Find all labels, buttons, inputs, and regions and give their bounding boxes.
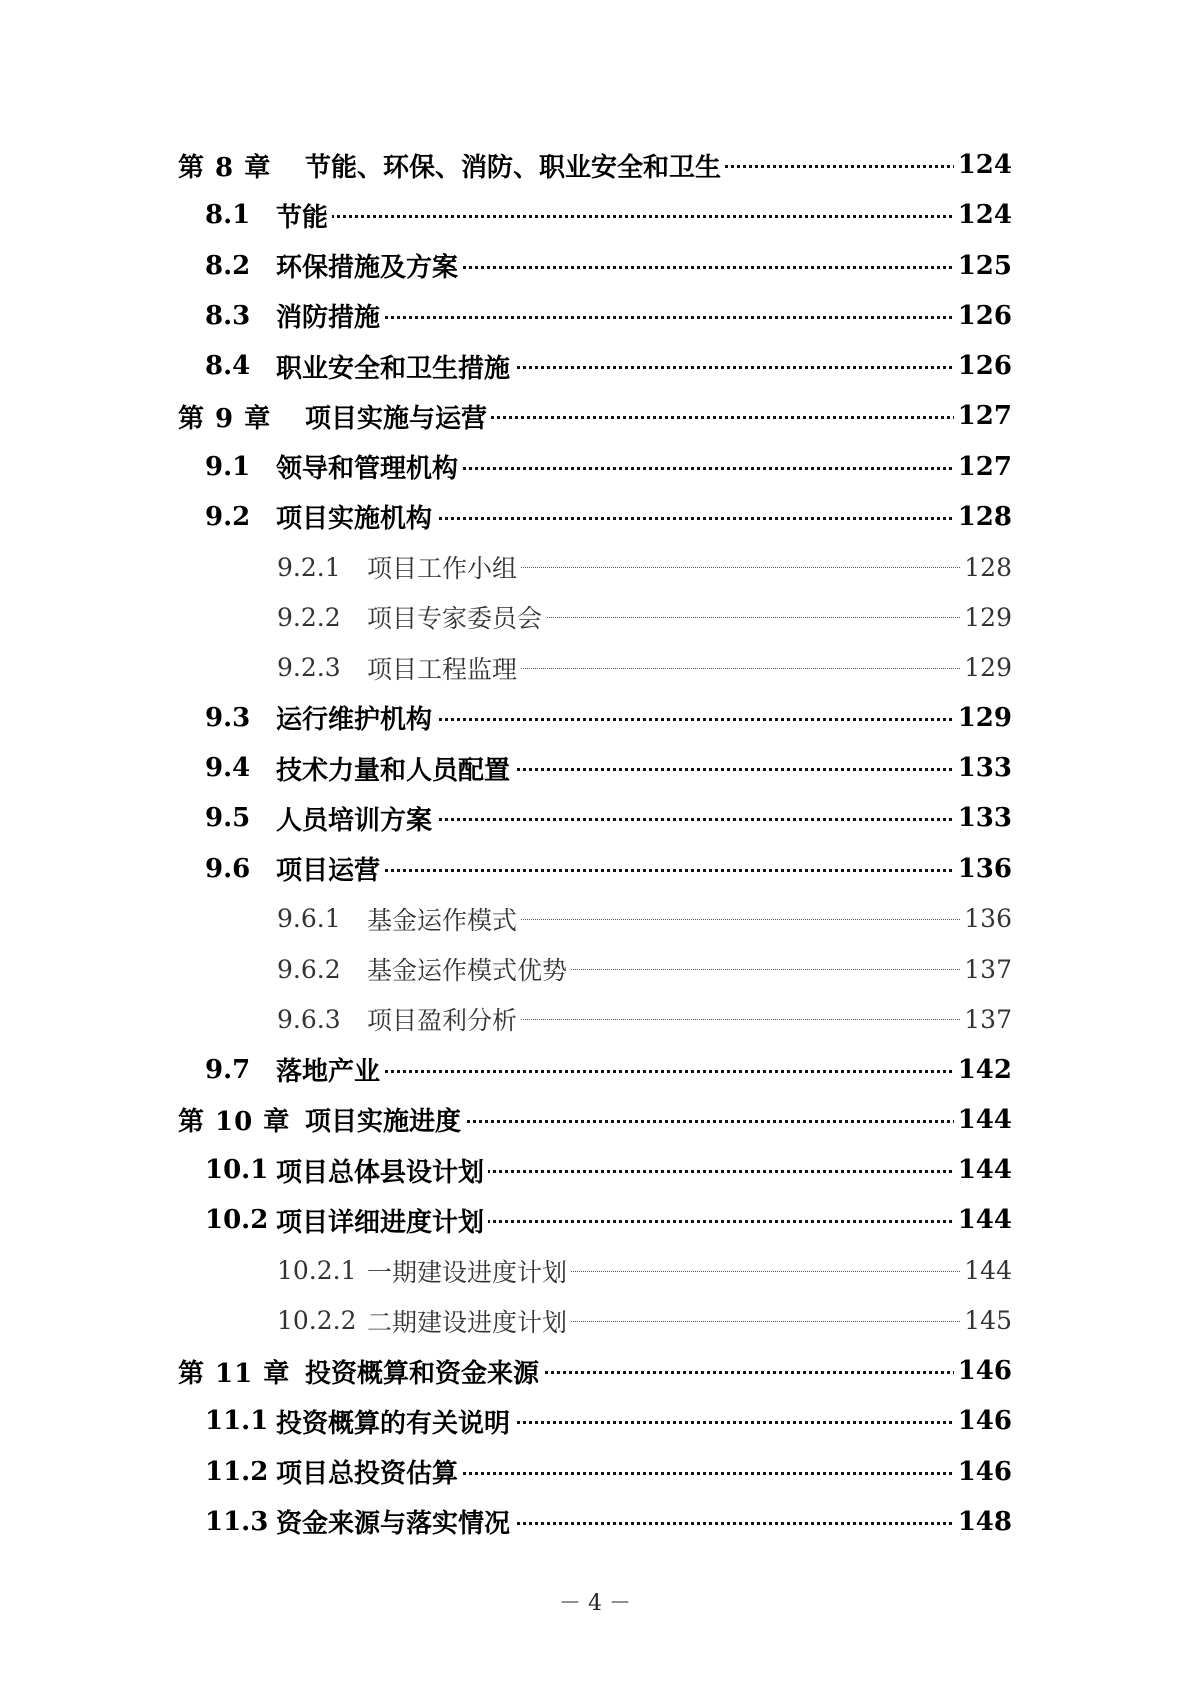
- toc-chapter-entry[interactable]: [178, 391, 1012, 441]
- toc-entry-page: 144: [960, 1256, 1012, 1285]
- toc-subsection-entry[interactable]: [178, 643, 1012, 693]
- toc-entry-page: 144: [954, 1205, 1012, 1235]
- toc-entry-number: 9.2.1: [277, 553, 367, 582]
- toc-chapter-entry[interactable]: [178, 140, 1012, 190]
- toc-section-entry[interactable]: [178, 190, 1012, 240]
- toc-entry-title: 项目盈利分析: [367, 1001, 521, 1037]
- toc-entry-title: 一期建设进度计划: [367, 1253, 571, 1289]
- toc-entry-number: 9.2: [205, 502, 276, 532]
- toc-section-entry[interactable]: [178, 743, 1012, 793]
- toc-entry-title: 基金运作模式: [367, 901, 521, 937]
- toc-entry-number: 9.6.3: [277, 1005, 367, 1034]
- toc-section-entry[interactable]: [178, 1447, 1012, 1497]
- toc-entry-number: 10.2: [205, 1205, 276, 1235]
- toc-subsection-entry[interactable]: [178, 1296, 1012, 1346]
- toc-entry-page: 129: [954, 703, 1012, 733]
- toc-entry-title: 消防措施: [276, 297, 384, 334]
- toc-entry-title: 投资概算和资金来源: [305, 1353, 543, 1390]
- toc-entry-number: 11.3: [205, 1507, 276, 1537]
- toc-subsection-entry[interactable]: [178, 944, 1012, 994]
- toc-entry-number: 9.7: [205, 1055, 276, 1085]
- toc-entry-title: 项目详细进度计划: [276, 1202, 488, 1239]
- toc-entry-title: 人员培训方案: [276, 800, 436, 837]
- toc-entry-page: 124: [954, 150, 1012, 180]
- toc-entry-number: 9.1: [205, 452, 276, 482]
- toc-entry-page: 142: [954, 1055, 1012, 1085]
- toc-entry-title: 项目总投资估算: [276, 1453, 462, 1490]
- toc-entry-title: 环保措施及方案: [276, 247, 462, 284]
- toc-entry-title: 项目工程监理: [367, 650, 521, 686]
- toc-subsection-entry[interactable]: [178, 894, 1012, 944]
- toc-entry-page: 146: [954, 1457, 1012, 1487]
- toc-section-entry[interactable]: [178, 291, 1012, 341]
- toc-entry-page: 127: [954, 452, 1012, 482]
- toc-entry-page: 127: [954, 401, 1012, 431]
- toc-entry-number: 11.2: [205, 1457, 276, 1487]
- toc-entry-page: 136: [954, 854, 1012, 884]
- toc-entry-page: 146: [954, 1356, 1012, 1386]
- toc-entry-title: 项目实施进度: [305, 1101, 465, 1138]
- toc-entry-title: 资金来源与落实情况: [276, 1503, 514, 1540]
- toc-entry-title: 项目实施机构: [276, 498, 436, 535]
- toc-entry-number: 10.2.2: [277, 1306, 367, 1335]
- toc-entry-title: 项目实施与运营: [305, 398, 491, 435]
- toc-entry-number: 9.4: [205, 753, 276, 783]
- toc-entry-title: 节能、环保、消防、职业安全和卫生: [305, 147, 725, 184]
- toc-entry-title: 运行维护机构: [276, 699, 436, 736]
- toc-subsection-entry[interactable]: [178, 994, 1012, 1044]
- toc-entry-number: 10.1: [205, 1155, 276, 1185]
- toc-entry-number: 10.2.1: [277, 1256, 367, 1285]
- toc-section-entry[interactable]: [178, 241, 1012, 291]
- toc-entry-number: 9.2.2: [277, 603, 367, 632]
- toc-section-entry[interactable]: [178, 341, 1012, 391]
- toc-entry-page: 146: [954, 1406, 1012, 1436]
- toc-entry-number: 9.6.1: [277, 904, 367, 933]
- toc-entry-number: 9.3: [205, 703, 276, 733]
- toc-entry-page: 145: [960, 1306, 1012, 1335]
- toc-entry-page: 128: [960, 553, 1012, 582]
- toc-entry-number: 8.2: [205, 251, 276, 281]
- toc-section-entry[interactable]: [178, 1195, 1012, 1245]
- toc-entry-title: 基金运作模式优势: [367, 951, 571, 987]
- toc-entry-number: 第 8 章: [178, 147, 305, 184]
- toc-entry-number: 9.6: [205, 854, 276, 884]
- toc-entry-title: 项目专家委员会: [367, 599, 546, 635]
- page-number: － 4 －: [559, 1591, 631, 1616]
- toc-entry-page: 124: [954, 200, 1012, 230]
- toc-section-entry[interactable]: [178, 1045, 1012, 1095]
- toc-entry-title: 二期建设进度计划: [367, 1303, 571, 1339]
- toc-entry-number: 9.6.2: [277, 955, 367, 984]
- toc-entry-page: 129: [960, 603, 1012, 632]
- toc-section-entry[interactable]: [178, 1396, 1012, 1446]
- toc-entry-page: 129: [960, 653, 1012, 682]
- toc-entry-page: 144: [954, 1105, 1012, 1135]
- toc-section-entry[interactable]: [178, 1497, 1012, 1547]
- toc-entry-title: 落地产业: [276, 1051, 384, 1088]
- toc-entry-page: 148: [954, 1507, 1012, 1537]
- toc-entry-number: 9.2.3: [277, 653, 367, 682]
- toc-entry-number: 8.4: [205, 351, 276, 381]
- toc-section-entry[interactable]: [178, 492, 1012, 542]
- toc-subsection-entry[interactable]: [178, 542, 1012, 592]
- toc-chapter-entry[interactable]: [178, 1346, 1012, 1396]
- table-of-contents: [178, 140, 1012, 1547]
- toc-entry-page: 126: [954, 301, 1012, 331]
- toc-section-entry[interactable]: [178, 442, 1012, 492]
- toc-entry-page: 133: [954, 753, 1012, 783]
- toc-section-entry[interactable]: [178, 1145, 1012, 1195]
- toc-entry-number: 第 10 章: [178, 1101, 305, 1138]
- toc-entry-number: 9.5: [205, 803, 276, 833]
- toc-entry-page: 144: [954, 1155, 1012, 1185]
- toc-subsection-entry[interactable]: [178, 592, 1012, 642]
- toc-entry-title: 项目总体县设计划: [276, 1152, 488, 1189]
- toc-entry-number: 8.3: [205, 301, 276, 331]
- toc-entry-number: 第 9 章: [178, 398, 305, 435]
- toc-entry-number: 8.1: [205, 200, 276, 230]
- toc-entry-number: 第 11 章: [178, 1353, 305, 1390]
- toc-entry-page: 137: [960, 1005, 1012, 1034]
- toc-subsection-entry[interactable]: [178, 1246, 1012, 1296]
- toc-entry-page: 128: [954, 502, 1012, 532]
- toc-entry-page: 125: [954, 251, 1012, 281]
- toc-section-entry[interactable]: [178, 844, 1012, 894]
- toc-entry-title: 节能: [276, 197, 332, 234]
- toc-chapter-entry[interactable]: [178, 1095, 1012, 1145]
- toc-entry-title: 投资概算的有关说明: [276, 1403, 514, 1440]
- toc-entry-page: 137: [960, 955, 1012, 984]
- toc-entry-title: 项目工作小组: [367, 549, 521, 585]
- toc-entry-page: 126: [954, 351, 1012, 381]
- toc-entry-page: 136: [960, 904, 1012, 933]
- toc-entry-number: 11.1: [205, 1406, 276, 1436]
- toc-section-entry[interactable]: [178, 793, 1012, 843]
- toc-section-entry[interactable]: [178, 693, 1012, 743]
- toc-entry-title: 职业安全和卫生措施: [276, 348, 514, 385]
- toc-entry-title: 项目运营: [276, 850, 384, 887]
- toc-entry-page: 133: [954, 803, 1012, 833]
- toc-entry-title: 技术力量和人员配置: [276, 750, 514, 787]
- toc-entry-title: 领导和管理机构: [276, 448, 462, 485]
